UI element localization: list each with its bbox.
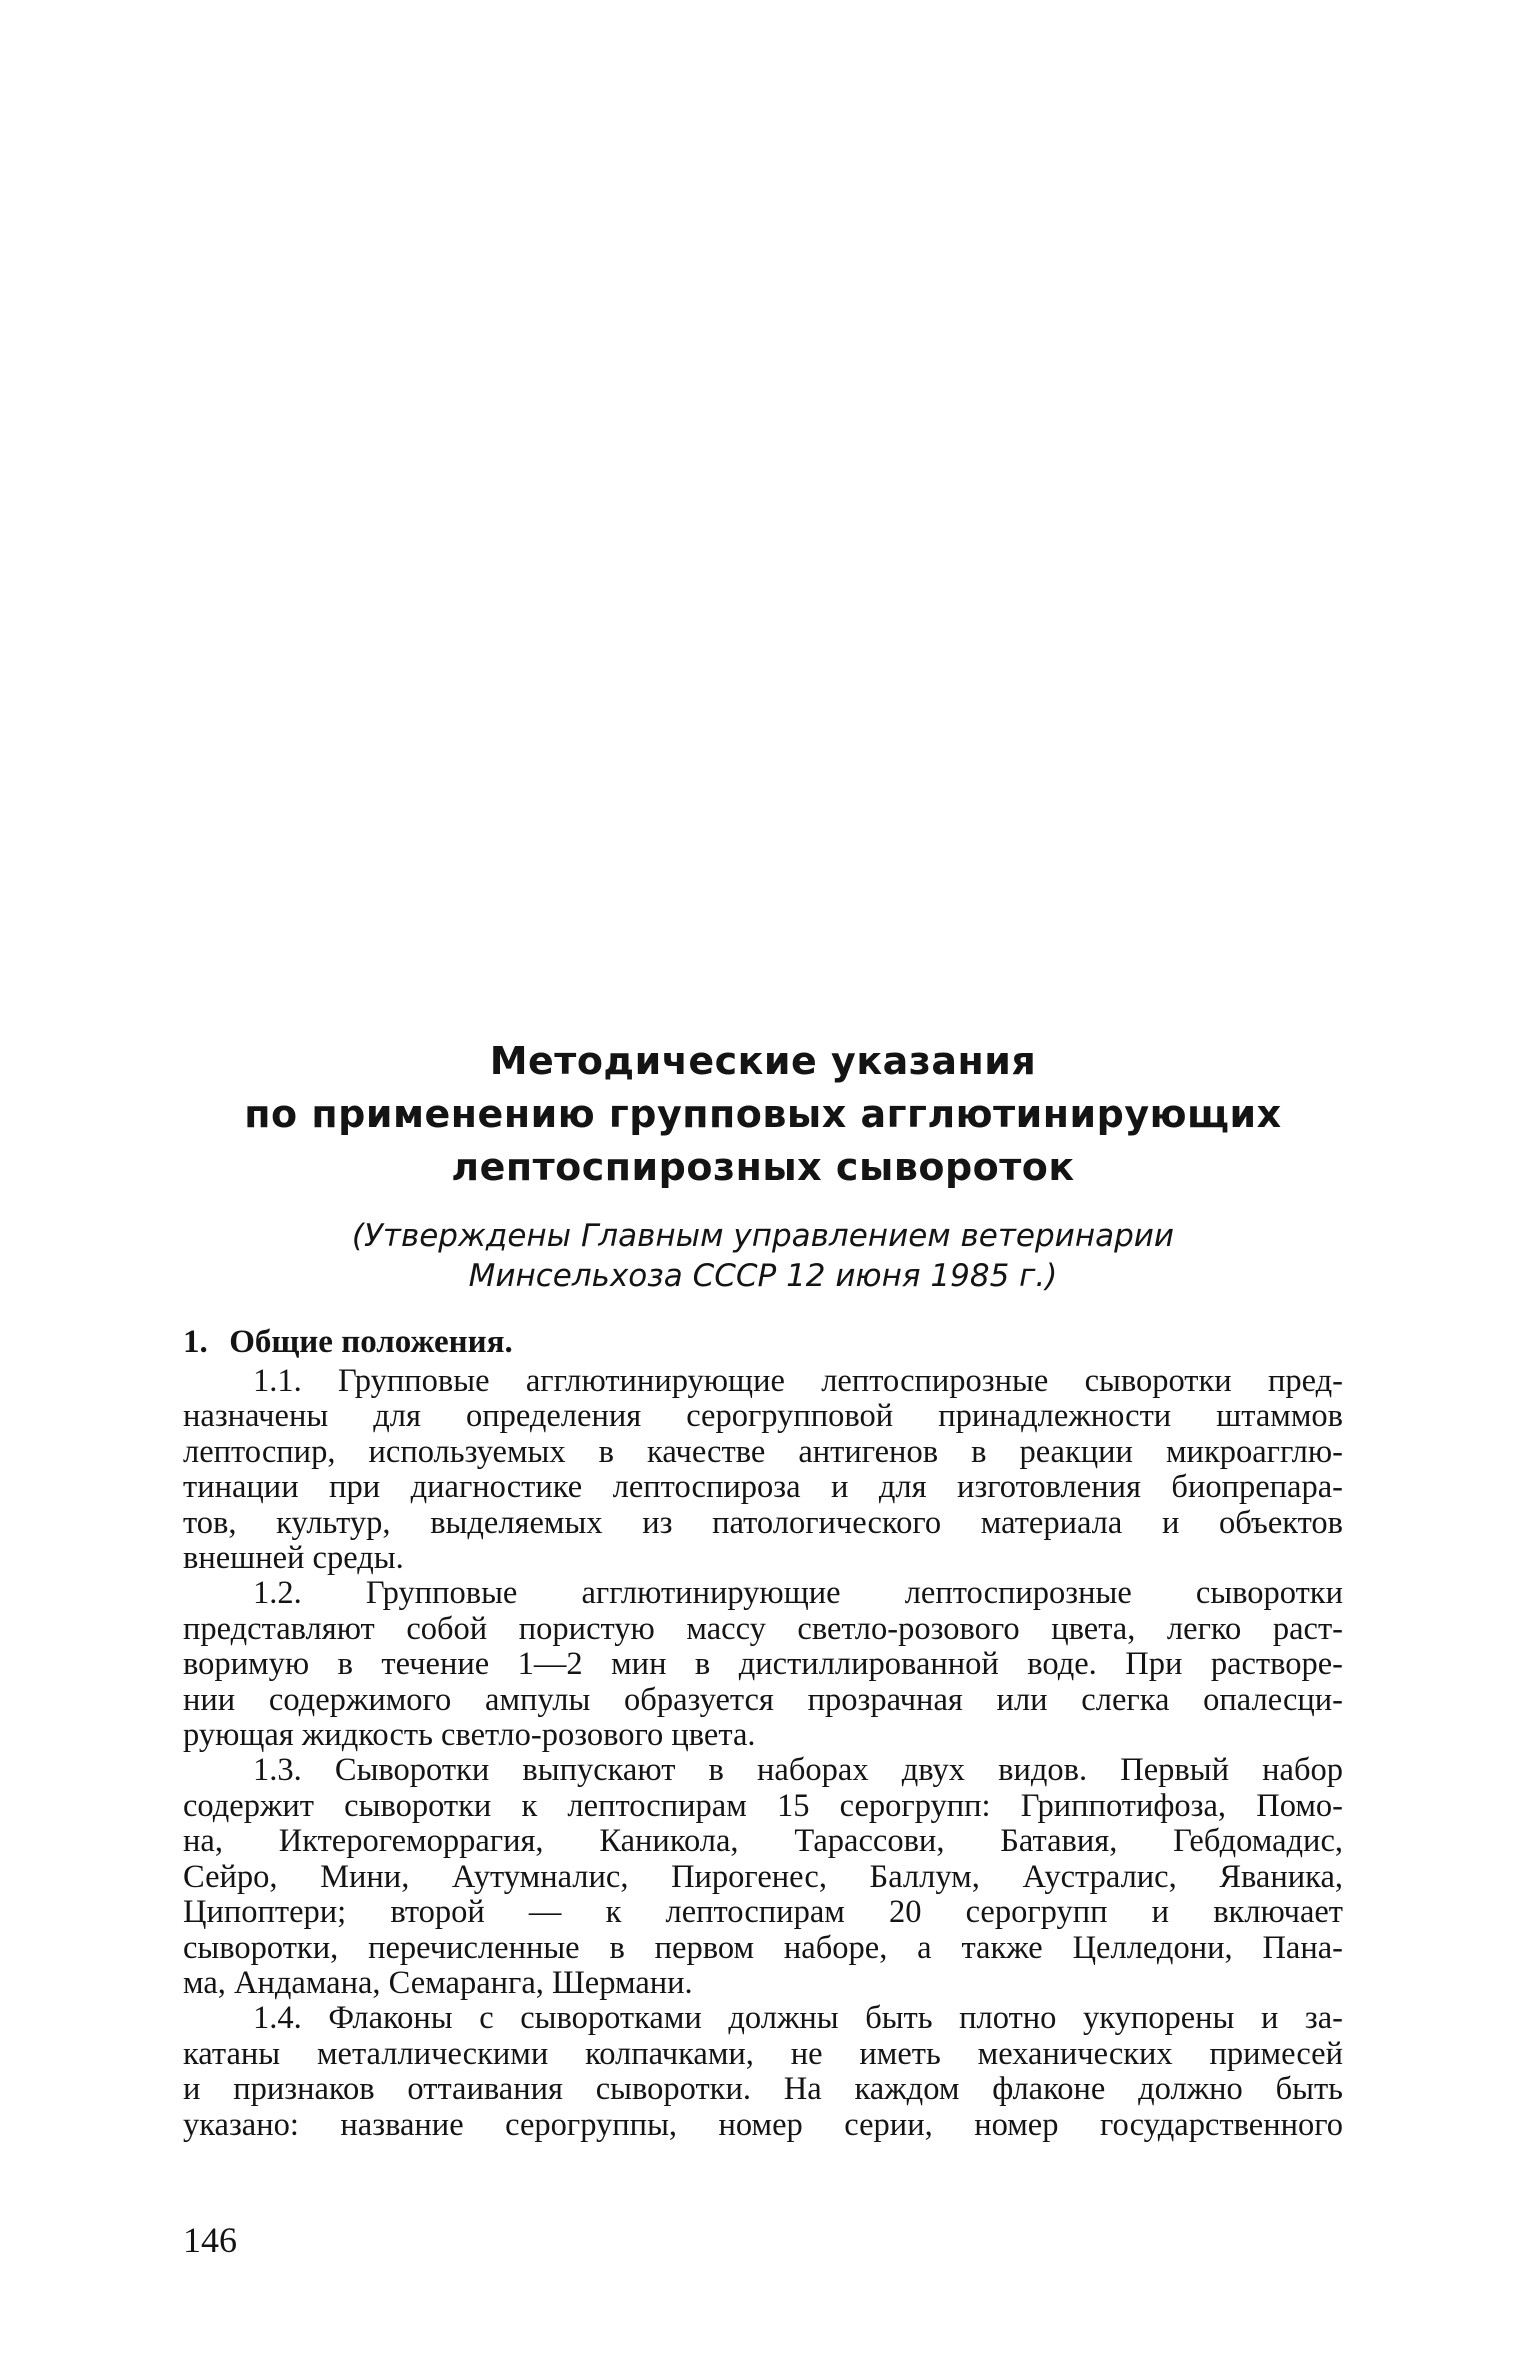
page-number: 146: [183, 2220, 237, 2260]
text-line: указано: название серогруппы, номер серии, номер государственного: [183, 2106, 1343, 2143]
text-line: воримую в течение 1—2 мин в дистиллированной воде. При растворе-: [183, 1646, 1343, 1683]
section-number: 1.: [183, 1324, 208, 1360]
text-line: представляют собой пористую массу светло-розового цвета, легко раст-: [183, 1610, 1343, 1647]
title-line: Методические указания: [489, 1039, 1037, 1083]
text-line: назначены для определения серогрупповой принадлежности штаммов: [183, 1398, 1343, 1435]
title-line: по применению групповых агглютинирующих: [244, 1092, 1282, 1136]
text-line: нии содержимого ампулы образуется прозрачная или слегка опалесци-: [183, 1681, 1343, 1718]
text-line: Сейро, Мини, Аутумналис, Пирогенес, Баллум, Аустралис, Яваника,: [183, 1858, 1343, 1895]
text-line: содержит сыворотки к лептоспирам 15 серогрупп: Гриппотифоза, Помо-: [183, 1787, 1343, 1824]
text-line: 1.2. Групповые агглютинирующие лептоспирозные сыворотки: [253, 1575, 1343, 1612]
paragraph-1-4: [183, 2001, 1343, 2143]
approval-note: [183, 1216, 1343, 1296]
text-line: лептоспир, используемых в качестве антигенов в реакции микроагглю-: [183, 1433, 1343, 1470]
document-content: [183, 1035, 1343, 2143]
text-line: катаны металлическими колпачками, не иметь механических примесей: [183, 2035, 1343, 2072]
paragraph-1-2: [183, 1576, 1343, 1753]
paragraph-1-1: [183, 1364, 1343, 1576]
text-line: 1.1. Групповые агглютинирующие лептоспирозные сыворотки пред-: [253, 1363, 1343, 1399]
title-line: лептоспирозных сывороток: [451, 1145, 1075, 1189]
text-line: на, Иктерогеморрагия, Каникола, Тарассови, Батавия, Гебдомадис,: [183, 1823, 1343, 1860]
paragraph-1-3: [183, 1753, 1343, 2001]
text-line: тов, культур, выделяемых из патологического материала и объектов: [183, 1504, 1343, 1541]
text-line: 1.4. Флаконы с сыворотками должны быть плотно укупорены и за-: [253, 2000, 1343, 2037]
text-line: тинации при диагностике лептоспироза и для изготовления биопрепара-: [183, 1469, 1343, 1506]
document-title: [183, 1035, 1343, 1194]
text-line: сыворотки, перечисленные в первом наборе, а также Целледони, Пана-: [183, 1929, 1343, 1966]
approval-line: Минсельхоза СССР 12 июня 1985 г.): [468, 1258, 1058, 1294]
text-line: рующая жидкость светло-розового цвета.: [183, 1717, 756, 1754]
body-text: [183, 1364, 1343, 2143]
section-title: Общие положения.: [229, 1324, 513, 1360]
approval-line: (Утверждены Главным управлением ветеринарии: [351, 1218, 1175, 1254]
text-line: и признаков оттаивания сыворотки. На каждом флаконе должно быть: [183, 2071, 1343, 2108]
text-line: ма, Андамана, Семаранга, Шермани.: [183, 1964, 693, 2001]
text-line: 1.3. Сыворотки выпускают в наборах двух видов. Первый набор: [253, 1752, 1343, 1789]
text-line: Ципоптери; второй — к лептоспирам 20 серогрупп и включает: [183, 1894, 1343, 1931]
text-line: внешней среды.: [183, 1540, 404, 1577]
section-heading: [183, 1320, 1343, 1364]
